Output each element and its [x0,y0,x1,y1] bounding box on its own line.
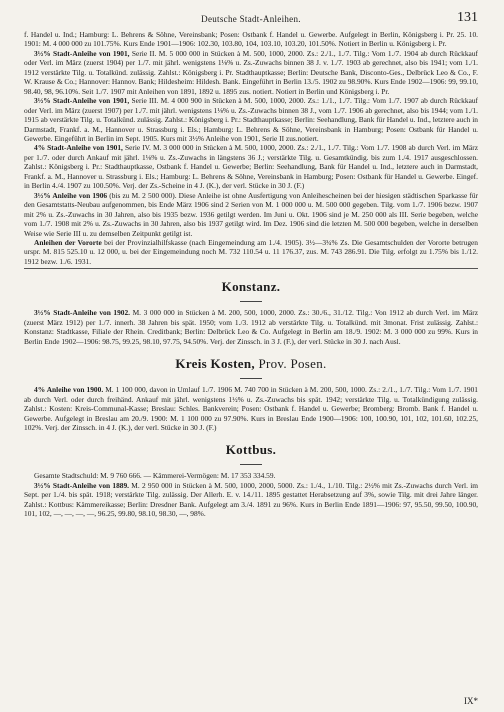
paragraph-continuation: f. Handel u. Ind.; Hamburg: L. Behrens & Söhne, Vereinsbank; Posen: Ostbank f. Handel u. Gewerbe. Aufgelegt in Berlin, Königsberg i. Pr. 25. 10. 1901: M. 4 000 000 zu 101.75%. Kurs Ende 1901—1906: 102.30, 103.80, 104, 103.10, 103.20, 101.50%. Notiert in Berlin u. Königsberg i. Pr. [24,30,478,49]
entry-lead: 3½% Stadt-Anleihe von 1902. [34,308,131,318]
section-divider [240,378,262,379]
entry-lead: Anleihen der Vororte [34,237,102,247]
section-heading-konstanz: Konstanz. [221,279,281,295]
entry-lead: 3½% Stadt-Anleihe von 1889. [34,480,130,490]
section-heading-kottbus: Kottbus. [225,442,277,458]
paragraph-anleihe-1906: 3½% Anleihe von 1906 (bis zu M. 2 500 000). Diese Anleihe ist ohne Ausfertigung von Anleihescheinen bei der hiesigen städtischen Sparkasse für den Gesamtstatts-Neubau aufgenommen, bis Ende März 1906 sind 2 Serien von M. 1 000 000 u. M. 500 000 gegeben. Tilg. vom 1./7. 1906 bezw. 1907 mit 2% u. Zs.-Zuwachs in 30 Jahren, also bis 1935 bezw. 1936 getilgt werden. Im Juni u. Okt. 1906 sind je M. 250 000 als III. Serie begeben, welche vom 1./7. 1908 mit 2% u. Zs.-Zuwachs in 30 Jahren, also bis 1937 getilgt wird. Im Dez. 1906 sind die letzten M. 500 000 begeben, welche in derselben Weise wie Serie III u. zu demselben Zeitpunkt getilgt ist. [24,190,478,238]
paragraph-anleihe-1901-serie-iv: 4% Stadt-Anleihe von 1901, Serie IV. M. 3 000 000 in Stücken à M. 500, 1000, 2000. Zs.: 2./1., 1./7. Tilg.: Vom 1./7. 1908 ab durch Verl. im März per 1./7. oder durch Ankauf mit jährl. 1⅛% u. Zs.-Zuwachs in längstens 36 J.; verstärkte Tilg. u. Gesamtkündig. bis zum 1./4. 1917 ausgeschlossen. Zahlst.: Königsberg i. Pr.: Stadthauptkasse, Ostbank f. Handel u. Gewerbe; Berlin: Seehandlung, Bank für Handel u. Ind., letztere auch in Darmstadt, Frankf. a. M., Hannover u. Strassburg i. Els.; Hamburg: L. Behrens & Söhne, Vereinsbank in Hamburg; Posen: Ostbank für Handel u. Gewerbe. Eingef. in Berlin 4./4. 1907 zu 100.50%. Verj. der Zs.-Scheine in 4 J. (K.), der verl. Stücke in 30 J. (F.) [24,143,478,191]
signature-mark: IX* [464,696,478,706]
entry-lead: 4% Anleihe von 1900. [34,385,104,395]
entry-lead: 3½% Stadt-Anleihe von 1901, [34,96,130,106]
paragraph-kottbus-1889: 3½% Stadt-Anleihe von 1889. M. 2 950 000 in Stücken à M. 500, 1000, 2000, 5000. Zs.: 1./4., 1./10. Tilg.: 2½% mit Zs.-Zuwachs durch Verl. im Sept. per 1./4. bis spät. 1918; verstärkte Tilg. zulässig. Der Allerh. E. v. 14./11. 1895 gestattet Herabsetzung auf 3%, sowie Tilg. mit drei Jahre länger. Zahlst.: Kottbus: Kämmereikasse; Berlin: Dresdner Bank. Aufgelegt am 3./4. 1891 zu 96%. Kurs in Berlin Ende 1891—1906: 97, 95.50, 99.50, 100.90, 101, 102, —, —, —, —, 96.25, 99.80, 98.10, 98.30, —, 98%. [24,480,479,519]
page-header [24,10,478,30]
paragraph-kosten-1900: 4% Anleihe von 1900. M. 1 100 000, davon in Umlauf 1./7. 1906 M. 740 700 in Stücken à M. 200, 500, 1000. Zs.: 2./1., 1./7. Tilg.: Vom 1./7. 1901 ab durch Verl. oder durch freihänd. Ankauf mit jährl. wenigstens 1½% u. Zs.-Zuwachs bis spät. 1942; verstärkte Tilg. u. Totalkündigung zulässig. Zahlst.: Kosten: Kreis-Communal-Kasse; Breslau: Schles. Bankverein; Posen: Ostbank f. Handel u. Gewerbe; Bromberg: Bromb. Bank f. Handel u. Gewerbe. Aufgelegt in Breslau am 20./9. 1900: M. 1 100 000 zu 97.90%. Kurs in Breslau Ende 1900—1906: 100, 100.90, 101, 102, 101.60, 102.25, 102%. Verj. der Zinssch. in 4 J. (K.), der verl. Stücke in 30 J. (F.) [24,385,478,432]
running-title: Deutsche Stadt-Anleihen. [201,14,301,24]
section-divider [240,464,262,465]
entry-lead: 4% Stadt-Anleihe von 1901, [34,143,123,153]
paragraph-konstanz-1902: 3½% Stadt-Anleihe von 1902. M. 3 000 000 in Stücken à M. 200, 500, 1000, 2000. Zs.: 30./6., 31./12. Tilg.: Von 1912 ab durch Verl. im März (zuerst März 1912) per 1./7. innerh. 38 Jahren bis spät. 1950; vom 1./3. 1912 ab verstärkte Tilg. u. Totalkünd. mit 3monat. Frist zulässig. Zahlst.: Konstanz: Stadtkasse, Filiale der Rhein. Creditbank; Berlin: Delbrück Leo & Co. Aufgelegt in Berlin am 18./9. 1902: M. 3 000 000 zu 99%. Kurs in Berlin Ende 1902—1906: 98.75, 99.25, 98.10, 97.75, 94.50%. Verj. der Zinssch. in 3 J. (F.), der verl. Stücke in 30 J. nach Ausl. [24,308,479,346]
section-heading-kreis-kosten: Kreis Kosten, Prov. Posen. [175,356,327,372]
paragraph-vororte: Anleihen der Vororte bei der Provinzialhilfskasse (nach Eingemeindung am 1./4. 1905). 3½—3¾% Zs. Die Gesamtschulden der Vororte betrugen urspr. M. 815 525.10 u. 12 000, u. bei der Eingemeindung noch M. 732 110.54 u. 11 176.37, zus. M. 743 286.91. Die Tilg. erfolgt zu 1.75% bis 1./12. 1912 bezw. 1./6. 1931. [24,238,478,269]
paragraph-kottbus-schuld: Gesamte Stadtschuld: M. 9 760 666. — Kämmerei-Vermögen: M. 17 353 334.59. [34,471,276,481]
paragraph-anleihe-1901-serie-iii: 3½% Stadt-Anleihe von 1901, Serie III. M. 4 000 900 in Stücken à M. 500, 1000, 2000. Zs.: 1./1., 1./7. Tilg.: Vom 1./7. 1907 ab durch Rückkauf oder Verl. im März (zuerst 1907) per 1./7. mit jährl. wenigstens 1⅛% u. Zs.-Zuwachs binnen 38 J., vom 1./7. 1906 ab gerechnet, also bis 1944; vom 1./1. 1915 ab verstärkte Tilg. u. Totalkünd. zulässig. Zahlst.: Königsberg i. Pr.: Stadthauptkasse; Berlin: Seehandlung, Bank für Handel u. Ind., letztere auch in Darmstadt, Frankf. a. M., Hannover u. Strassburg i. Els.; Hamburg: L. Behrens & Söhne, Vereinsbank in Hamburg; Posen: Ostbank für Handel u. Gewerbe. Eingeführt in Berlin im Sept. 1905. Kurs mit 3½% Anleihe von 1901, Serie II zus.notiert. [24,96,479,143]
page-number: 131 [457,10,478,25]
section-divider [240,301,262,302]
entry-lead: 3½% Anleihe von 1906 [34,190,108,200]
entry-lead: 3½% Stadt-Anleihe von 1901, [34,48,130,58]
paragraph-anleihe-1901-serie-ii: 3½% Stadt-Anleihe von 1901, Serie II. M. 5 000 000 in Stücken à M. 500, 1000, 2000. Zs.: 2./1., 1./7. Tilg.: Vom 1./7. 1904 ab durch Rückkauf oder Verl. im März (zuerst 1904) per 1./7. mit jährl. wenigstens 1⅛% u. Zs.-Zuwachs binnen 38 J. v. 1./7. 1903 ab gerechnet, also bis 1941; vom 1./1. 1912 verstärkte Tilg. u. Totalkünd. zulässig. Zahlst.: Königsberg i. Pr. Stadthauptkasse; Berlin: Deutsche Bank, Disconto-Ges., Delbrück Leo & Co., F. W. Krause & Co.; Hannover: Hannov. Bank; Hildesheim: Hildesh. Bank. Eingeführt in Berlin 13./5. 1902 zu 98.90%. Kurs Ende 1902—1906: 99, 99.10, 98.40, 98, 96.10%. Seit 1./7. 1907 mit Anleihen von 1891, 1892 u. 1895 zus. notiert. Notiert in Berlin und Königsberg i. Pr. [24,48,478,96]
